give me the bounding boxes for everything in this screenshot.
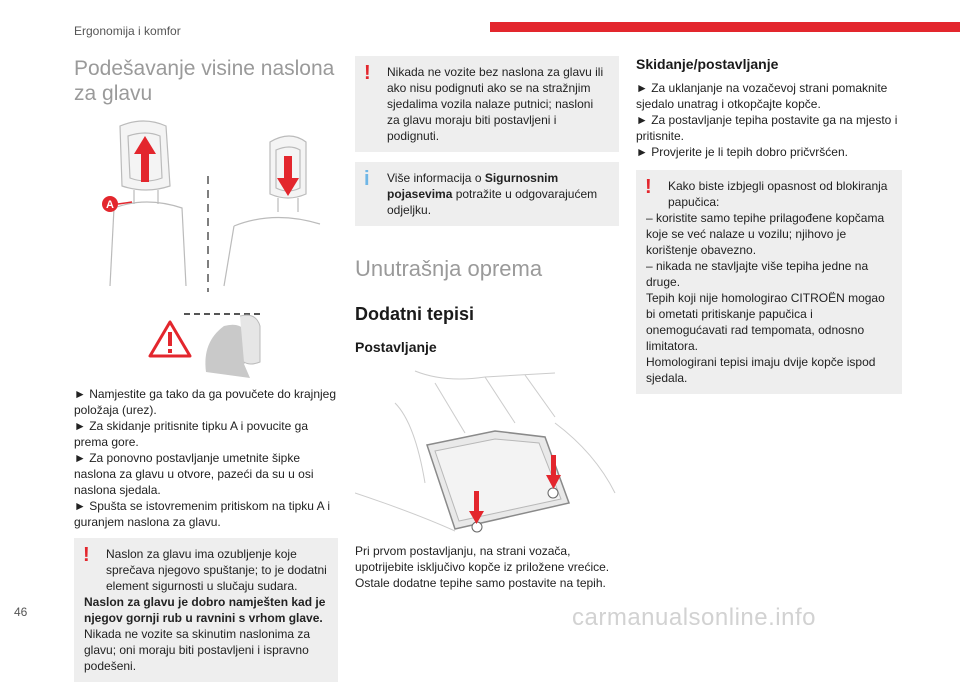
info-pre: Više informacija o <box>387 171 485 185</box>
removal-heading: Skidanje/postavljanje <box>636 56 779 72</box>
warning-triangle-icon <box>150 322 190 356</box>
headrest-warning-box <box>74 538 338 682</box>
warning-first: Kako biste izbjegli opasnost od blokiranja papučica: <box>668 179 888 209</box>
warning-rest-text: Nikada ne vozite sa skinutim naslonima za glavu; oni moraju biti postavljeni i ispravno podešeni. <box>84 627 311 673</box>
pedal-warning-box <box>636 170 902 394</box>
warning-icon: ! <box>645 176 652 198</box>
step-2: ► Za skidanje pritisnite tipku A i povucite ga prema gore. <box>74 419 308 449</box>
headrest-steps <box>74 386 338 530</box>
sub-heading: Postavljanje <box>355 339 437 355</box>
accent-bar <box>490 22 960 32</box>
section-header: Ergonomija i komfor <box>74 24 181 38</box>
removal-steps <box>636 80 902 160</box>
headrest-height-figure <box>74 312 338 378</box>
warning-icon: ! <box>83 544 90 566</box>
info-post: potražite u odgovarajućem odjeljku. <box>387 187 598 217</box>
warning-line-4: Homologirani tepisi imaju dvije kopče ispod sjedala. <box>646 355 876 385</box>
step-4: ► Spušta se istovremenim pritiskom na tipku A i guranjem naslona za glavu. <box>74 499 330 529</box>
step-3: ► Za ponovno postavljanje umetnite šipke naslona za glavu u otvore, pazeći da su u osi naslona sjedala. <box>74 451 314 497</box>
info-bold: Sigurnosnim pojasevima <box>387 171 559 201</box>
subsection-title: Dodatni tepisi <box>355 304 475 324</box>
step-1: ► Namjestite ga tako da ga povučete do krajnjeg položaja (urez). <box>74 387 337 417</box>
removal-step-1: ► Za uklanjanje na vozačevoj strani pomaknite sjedalo unatrag i otkopčajte kopče. <box>636 81 888 111</box>
info-text <box>365 170 609 218</box>
warning-line-3: Tepih koji nije homologirao CITROËN mogao bi ometati pritiskanje papučica i onemogućavati rad tempomata, odnosno limitatora. <box>646 291 885 353</box>
figure-label-a: A <box>106 199 114 211</box>
page-number: 46 <box>14 605 28 619</box>
warning-text: Naslon za glavu ima ozubljenje koje sprečava njegovo spuštanje; to je dodatni element sigurnosti u slučaju sudara. <box>106 547 327 593</box>
column-1 <box>74 56 338 682</box>
page-title: Podešavanje visine naslona za glavu <box>74 57 335 105</box>
removal-step-3: ► Provjerite je li tepih dobro pričvršćen. <box>636 145 848 159</box>
warning-line-2: – nikada ne stavljajte više tepiha jedne na druge. <box>646 259 869 289</box>
column-2 <box>355 56 619 591</box>
seatbelt-info-box <box>355 162 619 226</box>
removal-step-2: ► Za postavljanje tepiha postavite ga na mjesto i pritisnite. <box>636 113 898 143</box>
headrest-figure <box>74 116 338 312</box>
info-icon: i <box>364 168 370 190</box>
install-text: Pri prvom postavljanju, na strani vozača, upotrijebite isključivo kopče iz priložene vrećice. Ostale dodatne tepihe samo postavite na tepih. <box>355 544 610 590</box>
warning-line-1: – koristite samo tepihe prilagođene kopčama koje se već nalaze u vozilu; njihovo je korištenje obavezno. <box>646 211 885 257</box>
watermark: carmanualsonline.info <box>572 604 816 631</box>
section-title: Unutrašnja oprema <box>355 256 543 281</box>
floor-mat-figure <box>355 363 619 533</box>
warning-icon: ! <box>364 62 371 84</box>
rear-headrest-warning-box <box>355 56 619 152</box>
warning-bold-text: Naslon za glavu je dobro namješten kad je njegov gornji rub u ravnini s vrhom glave. <box>84 595 326 625</box>
warning-text: Nikada ne vozite bez naslona za glavu ili ako nisu podignuti ako se na stražnjim sjedalima vozila nalaze putnici; nasloni za glavu moraju biti postavljeni i podignuti. <box>387 65 604 143</box>
column-3 <box>636 56 902 394</box>
